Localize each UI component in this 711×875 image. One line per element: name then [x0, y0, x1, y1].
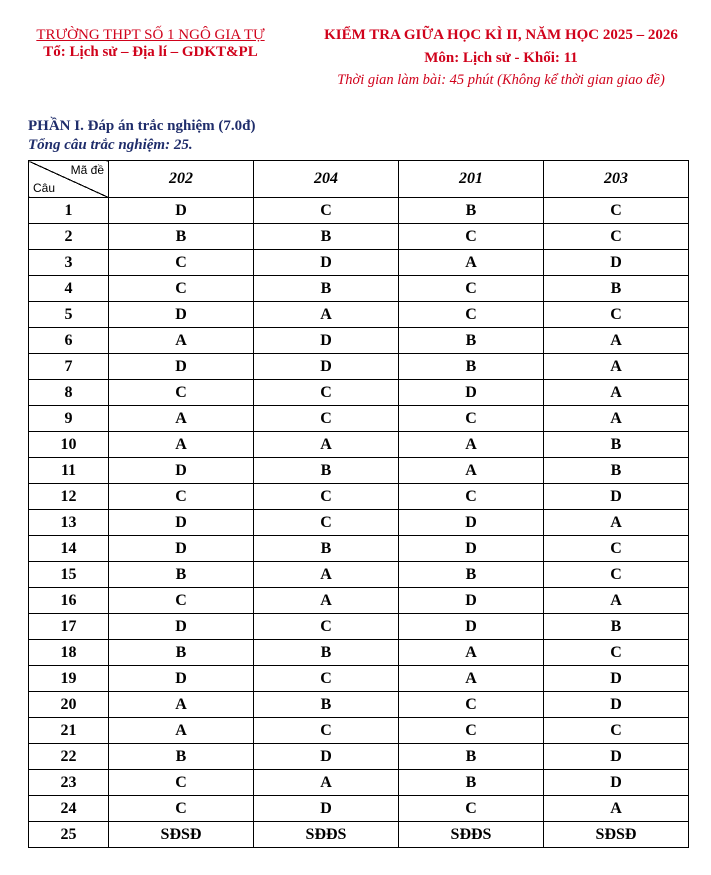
- answer-cell: A: [254, 432, 399, 458]
- answer-cell: SĐSĐ: [109, 822, 254, 848]
- answer-cell: C: [254, 718, 399, 744]
- answer-cell: A: [544, 406, 689, 432]
- table-row: [29, 276, 689, 302]
- answer-cell: A: [254, 770, 399, 796]
- question-number-cell: 21: [29, 718, 109, 744]
- table-row: [29, 224, 689, 250]
- answer-cell: A: [544, 354, 689, 380]
- answer-cell: SĐĐS: [399, 822, 544, 848]
- answer-cell: D: [399, 380, 544, 406]
- answer-cell: D: [399, 614, 544, 640]
- question-number-cell: 16: [29, 588, 109, 614]
- answer-cell: C: [544, 302, 689, 328]
- answer-cell: B: [544, 432, 689, 458]
- answer-cell: D: [254, 796, 399, 822]
- answer-cell: C: [254, 406, 399, 432]
- answer-cell: C: [544, 718, 689, 744]
- question-number-cell: 24: [29, 796, 109, 822]
- answer-cell: B: [109, 744, 254, 770]
- answer-cell: A: [254, 588, 399, 614]
- answer-cell: D: [109, 354, 254, 380]
- question-number-cell: 19: [29, 666, 109, 692]
- answer-cell: B: [399, 328, 544, 354]
- answer-cell: A: [399, 666, 544, 692]
- answer-cell: B: [109, 640, 254, 666]
- answer-cell: B: [254, 224, 399, 250]
- answer-cell: B: [254, 640, 399, 666]
- table-row: [29, 536, 689, 562]
- answer-cell: A: [399, 432, 544, 458]
- question-number-cell: 12: [29, 484, 109, 510]
- question-number-cell: 25: [29, 822, 109, 848]
- table-row: [29, 666, 689, 692]
- answer-cell: C: [109, 380, 254, 406]
- answer-cell: D: [254, 250, 399, 276]
- answer-cell: A: [399, 458, 544, 484]
- answer-cell: A: [544, 588, 689, 614]
- exam-title: KIỂM TRA GIỮA HỌC KÌ II, NĂM HỌC 2025 – 2026: [324, 27, 678, 43]
- answer-cell: B: [399, 562, 544, 588]
- table-row: [29, 718, 689, 744]
- table-row: [29, 484, 689, 510]
- answer-cell: C: [254, 666, 399, 692]
- table-row: [29, 354, 689, 380]
- answer-table-body: [29, 198, 689, 848]
- corner-header-cell: [29, 161, 109, 198]
- answer-cell: C: [109, 250, 254, 276]
- question-number-cell: 18: [29, 640, 109, 666]
- answer-cell: D: [544, 250, 689, 276]
- question-number-cell: 7: [29, 354, 109, 380]
- answer-cell: C: [254, 380, 399, 406]
- answer-cell: D: [254, 328, 399, 354]
- question-number-cell: 15: [29, 562, 109, 588]
- table-row: [29, 432, 689, 458]
- exam-time: Thời gian làm bài: 45 phút (Không kể thời gian giao đề): [337, 72, 665, 88]
- section-subtitle: Tổng câu trắc nghiệm: 25.: [28, 137, 193, 153]
- answer-cell: C: [399, 406, 544, 432]
- answer-cell: B: [254, 458, 399, 484]
- answer-cell: A: [544, 510, 689, 536]
- answer-cell: A: [109, 718, 254, 744]
- answer-cell: C: [544, 198, 689, 224]
- answer-cell: C: [109, 588, 254, 614]
- school-header: [8, 26, 293, 61]
- question-number-cell: 14: [29, 536, 109, 562]
- answer-cell: A: [544, 796, 689, 822]
- answer-cell: D: [399, 510, 544, 536]
- answer-cell: SĐSĐ: [544, 822, 689, 848]
- table-row: [29, 302, 689, 328]
- answer-cell: D: [544, 666, 689, 692]
- answer-cell: C: [399, 302, 544, 328]
- answer-cell: D: [109, 536, 254, 562]
- answer-cell: B: [399, 354, 544, 380]
- question-number-cell: 20: [29, 692, 109, 718]
- table-row: [29, 692, 689, 718]
- answer-cell: C: [399, 796, 544, 822]
- answer-cell: A: [254, 302, 399, 328]
- answer-cell: D: [109, 198, 254, 224]
- answer-cell: C: [399, 276, 544, 302]
- answer-cell: D: [544, 770, 689, 796]
- exam-code-header: 204: [254, 161, 399, 198]
- answer-cell: C: [544, 640, 689, 666]
- answer-cell: C: [109, 770, 254, 796]
- answer-cell: B: [254, 276, 399, 302]
- answer-cell: B: [544, 458, 689, 484]
- answer-cell: C: [254, 614, 399, 640]
- answer-cell: D: [544, 692, 689, 718]
- department-name: Tổ: Lịch sử – Địa lí – GDKT&PL: [43, 44, 258, 60]
- answer-cell: D: [254, 744, 399, 770]
- answer-cell: B: [109, 224, 254, 250]
- answer-cell: D: [544, 484, 689, 510]
- table-row: [29, 328, 689, 354]
- answer-cell: C: [399, 224, 544, 250]
- exam-code-header: 201: [399, 161, 544, 198]
- table-row: [29, 380, 689, 406]
- answer-cell: C: [254, 510, 399, 536]
- table-row: [29, 588, 689, 614]
- answer-cell: A: [109, 328, 254, 354]
- question-number-cell: 1: [29, 198, 109, 224]
- exam-code-header: 203: [544, 161, 689, 198]
- table-row: [29, 614, 689, 640]
- answer-cell: B: [399, 770, 544, 796]
- question-number-cell: 10: [29, 432, 109, 458]
- question-label: Câu: [33, 181, 56, 195]
- answer-cell: B: [254, 536, 399, 562]
- answer-cell: SĐĐS: [254, 822, 399, 848]
- answer-cell: D: [109, 510, 254, 536]
- table-row: [29, 822, 689, 848]
- answer-cell: C: [544, 224, 689, 250]
- answer-cell: A: [399, 250, 544, 276]
- answer-cell: B: [544, 276, 689, 302]
- exam-subject: Môn: Lịch sử - Khối: 11: [424, 50, 578, 66]
- answer-cell: A: [109, 406, 254, 432]
- answer-cell: B: [399, 198, 544, 224]
- table-row: [29, 250, 689, 276]
- answer-cell: A: [109, 432, 254, 458]
- answer-cell: A: [544, 328, 689, 354]
- answer-cell: C: [109, 796, 254, 822]
- answer-cell: C: [544, 536, 689, 562]
- answer-cell: C: [399, 484, 544, 510]
- question-number-cell: 8: [29, 380, 109, 406]
- table-row: [29, 796, 689, 822]
- answer-cell: A: [254, 562, 399, 588]
- answer-cell: A: [399, 640, 544, 666]
- table-row: [29, 744, 689, 770]
- answer-cell: D: [109, 302, 254, 328]
- table-row: [29, 198, 689, 224]
- table-header-row: [29, 161, 689, 198]
- exam-header: [296, 26, 706, 89]
- answer-cell: D: [109, 614, 254, 640]
- question-number-cell: 6: [29, 328, 109, 354]
- answer-cell: D: [109, 666, 254, 692]
- answer-cell: C: [399, 718, 544, 744]
- table-row: [29, 640, 689, 666]
- question-number-cell: 13: [29, 510, 109, 536]
- table-row: [29, 510, 689, 536]
- answer-cell: B: [399, 744, 544, 770]
- question-number-cell: 11: [29, 458, 109, 484]
- answer-cell: C: [399, 692, 544, 718]
- question-number-cell: 23: [29, 770, 109, 796]
- exam-code-label: Mã đề: [70, 163, 104, 177]
- question-number-cell: 9: [29, 406, 109, 432]
- school-name: TRƯỜNG THPT SỐ 1 NGÔ GIA TỰ: [36, 27, 265, 43]
- section-title: PHẦN I. Đáp án trắc nghiệm (7.0đ): [28, 118, 256, 134]
- question-number-cell: 17: [29, 614, 109, 640]
- answer-cell: C: [544, 562, 689, 588]
- answer-key-table: [28, 160, 689, 848]
- question-number-cell: 3: [29, 250, 109, 276]
- answer-cell: C: [254, 484, 399, 510]
- answer-cell: D: [109, 458, 254, 484]
- table-row: [29, 770, 689, 796]
- question-number-cell: 5: [29, 302, 109, 328]
- answer-cell: B: [109, 562, 254, 588]
- table-row: [29, 562, 689, 588]
- question-number-cell: 4: [29, 276, 109, 302]
- answer-cell: B: [544, 614, 689, 640]
- answer-cell: D: [254, 354, 399, 380]
- answer-cell: C: [254, 198, 399, 224]
- answer-cell: D: [399, 536, 544, 562]
- question-number-cell: 22: [29, 744, 109, 770]
- answer-cell: C: [109, 484, 254, 510]
- answer-cell: C: [109, 276, 254, 302]
- answer-cell: A: [544, 380, 689, 406]
- table-row: [29, 406, 689, 432]
- answer-cell: A: [109, 692, 254, 718]
- question-number-cell: 2: [29, 224, 109, 250]
- table-row: [29, 458, 689, 484]
- answer-cell: B: [254, 692, 399, 718]
- answer-cell: D: [544, 744, 689, 770]
- answer-cell: D: [399, 588, 544, 614]
- exam-code-header: 202: [109, 161, 254, 198]
